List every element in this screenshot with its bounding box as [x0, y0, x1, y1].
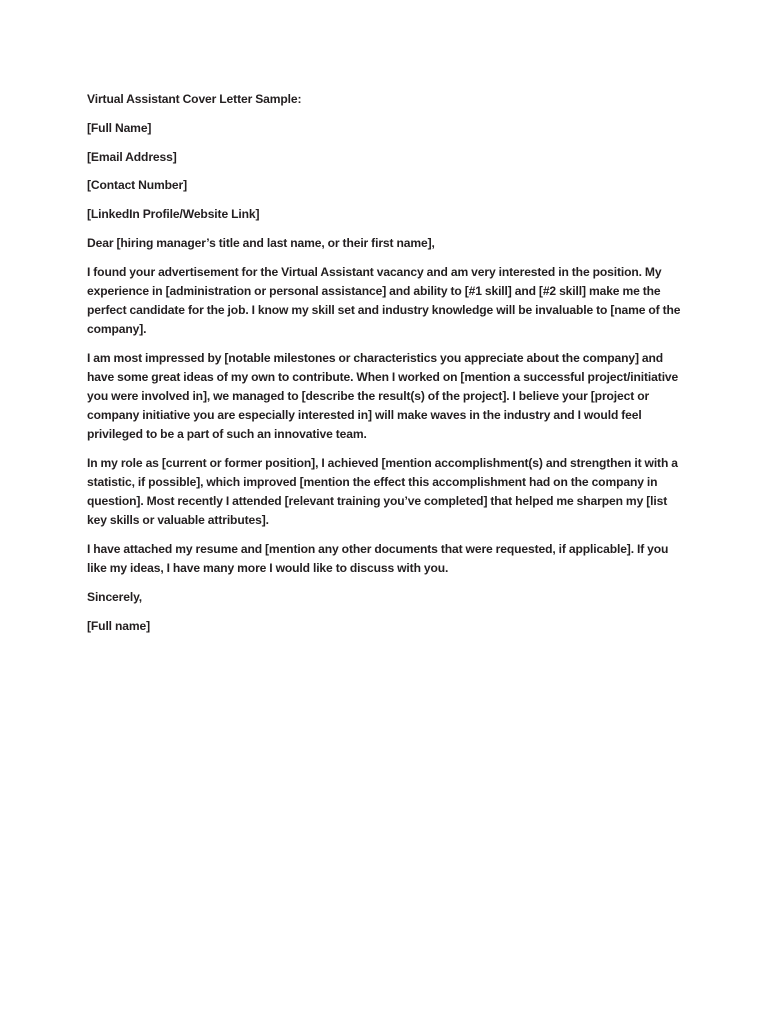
- contact-line-linkedin-website: [LinkedIn Profile/Website Link]: [87, 207, 260, 222]
- cover-letter-body: [87, 90, 681, 646]
- salutation: Dear [hiring manager’s title and last name, or their first name],: [87, 235, 435, 250]
- signature-name: [Full name]: [87, 619, 150, 634]
- contact-line-full-name: [Full Name]: [87, 120, 152, 135]
- body-paragraph-4: I have attached my resume and [mention any other documents that were requested, if applicable]. If you like my ideas, I have many more I would like to discuss with you.: [87, 542, 669, 576]
- contact-line-contact-number: [Contact Number]: [87, 178, 188, 193]
- closing-salutation: Sincerely,: [87, 590, 143, 605]
- document-heading: Virtual Assistant Cover Letter Sample:: [87, 92, 302, 106]
- body-paragraph-2: I am most impressed by [notable milestones or characteristics you appreciate about the company] and have some great ideas of my own to contribute. When I worked on [mention a successful project/initiative you were involved in], we managed to [describe the result(s) of the project]. I believe your [project or company initiative you are especially interested in] will make waves in the industry and I would feel privileged to be a part of such an innovative team.: [87, 350, 679, 442]
- body-paragraph-1: I found your advertisement for the Virtual Assistant vacancy and am very interested in the position. My experience in [administration or personal assistance] and ability to [#1 skill] and [#2 skill] make me the perfect candidate for the job. I know my skill set and industry knowledge will be invaluable to [name of the company].: [87, 264, 681, 336]
- body-paragraph-3: In my role as [current or former position], I achieved [mention accomplishment(s) and strengthen it with a statistic, if possible], which improved [mention the effect this accomplishment had on the company in question]. Most recently I attended [relevant training you’ve completed] that helped me sharpen my [list key skills or valuable attributes].: [87, 456, 678, 528]
- contact-line-email-address: [Email Address]: [87, 149, 177, 164]
